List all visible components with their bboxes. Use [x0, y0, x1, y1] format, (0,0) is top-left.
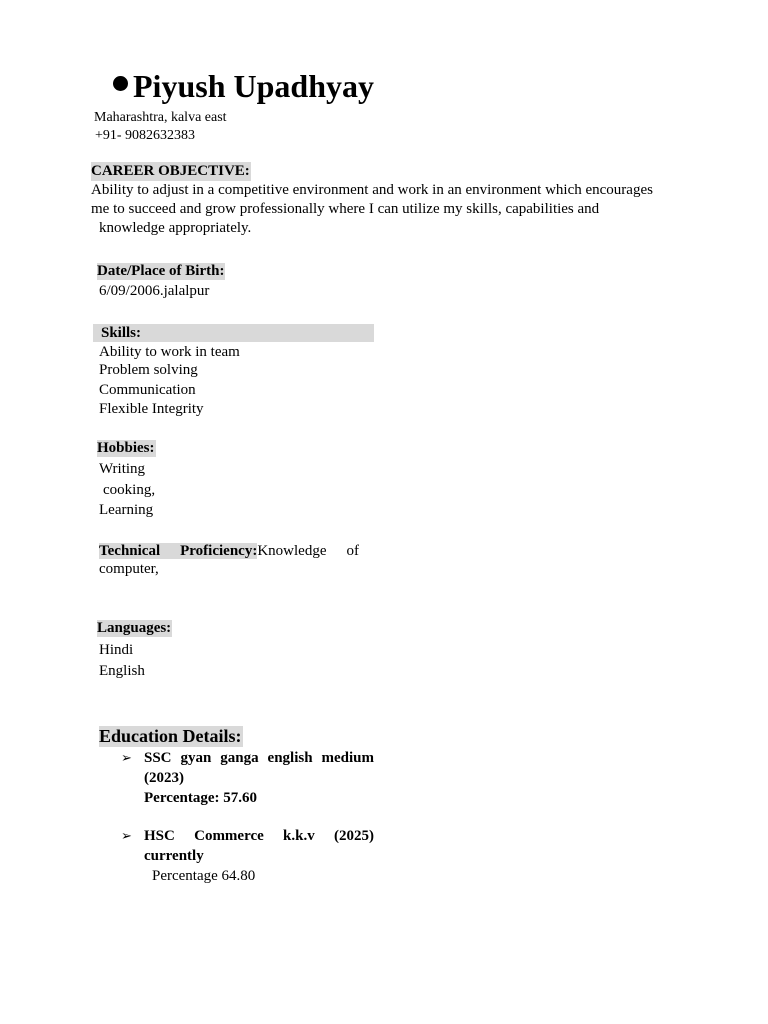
- career-objective-text: [91, 181, 671, 238]
- education-item: [121, 748, 374, 808]
- technical-value: Knowledge of computer,: [99, 543, 359, 577]
- arrow-bullet-icon: ➢: [121, 828, 132, 843]
- phone-number: +91- 9082632383: [95, 128, 196, 143]
- arrow-bullet-icon: ➢: [121, 750, 132, 765]
- education-percentage: Percentage 64.80: [152, 868, 256, 884]
- career-objective-line: knowledge appropriately.: [99, 220, 252, 236]
- languages-heading: Languages:: [97, 620, 172, 636]
- birth-heading: Date/Place of Birth:: [97, 263, 225, 279]
- name-heading: [113, 68, 374, 110]
- skill-item: Problem solving: [99, 362, 198, 378]
- language-item: Hindi: [99, 642, 134, 658]
- career-objective-line: Ability to adjust in a competitive environment and work in an environment which encourages: [91, 182, 653, 198]
- technical-heading: Technical Proficiency:: [99, 543, 258, 559]
- skill-item: Communication: [99, 382, 196, 398]
- career-objective-line: me to succeed and grow professionally where I can utilize my skills, capabilities and: [91, 201, 600, 217]
- skill-item: Flexible Integrity: [99, 401, 204, 417]
- bullet-icon: [113, 76, 128, 91]
- hobbies-heading: Hobbies:: [97, 440, 155, 456]
- skills-heading: Skills:: [93, 324, 374, 342]
- career-objective-heading: CAREER OBJECTIVE:: [91, 163, 250, 179]
- address: Maharashtra, kalva east: [94, 110, 227, 125]
- education-percentage: Percentage: 57.60: [144, 790, 258, 806]
- education-status: currently: [144, 848, 204, 864]
- hobby-item: Writing: [99, 461, 146, 477]
- education-heading: Education Details:: [99, 726, 242, 746]
- hobby-item: Learning: [99, 502, 154, 518]
- hobby-item: cooking,: [103, 482, 156, 498]
- birth-value: 6/09/2006.jalalpur: [99, 283, 210, 299]
- skill-item: Ability to work in team: [99, 344, 240, 360]
- education-item: [121, 826, 374, 886]
- education-title: HSC Commerce k.k.v (2025): [144, 828, 374, 844]
- language-item: English: [99, 663, 145, 679]
- education-year: (2023): [144, 770, 184, 786]
- education-title: SSC gyan ganga english medium: [144, 750, 374, 766]
- candidate-name: Piyush Upadhyay: [133, 68, 374, 104]
- technical-proficiency: [99, 542, 359, 578]
